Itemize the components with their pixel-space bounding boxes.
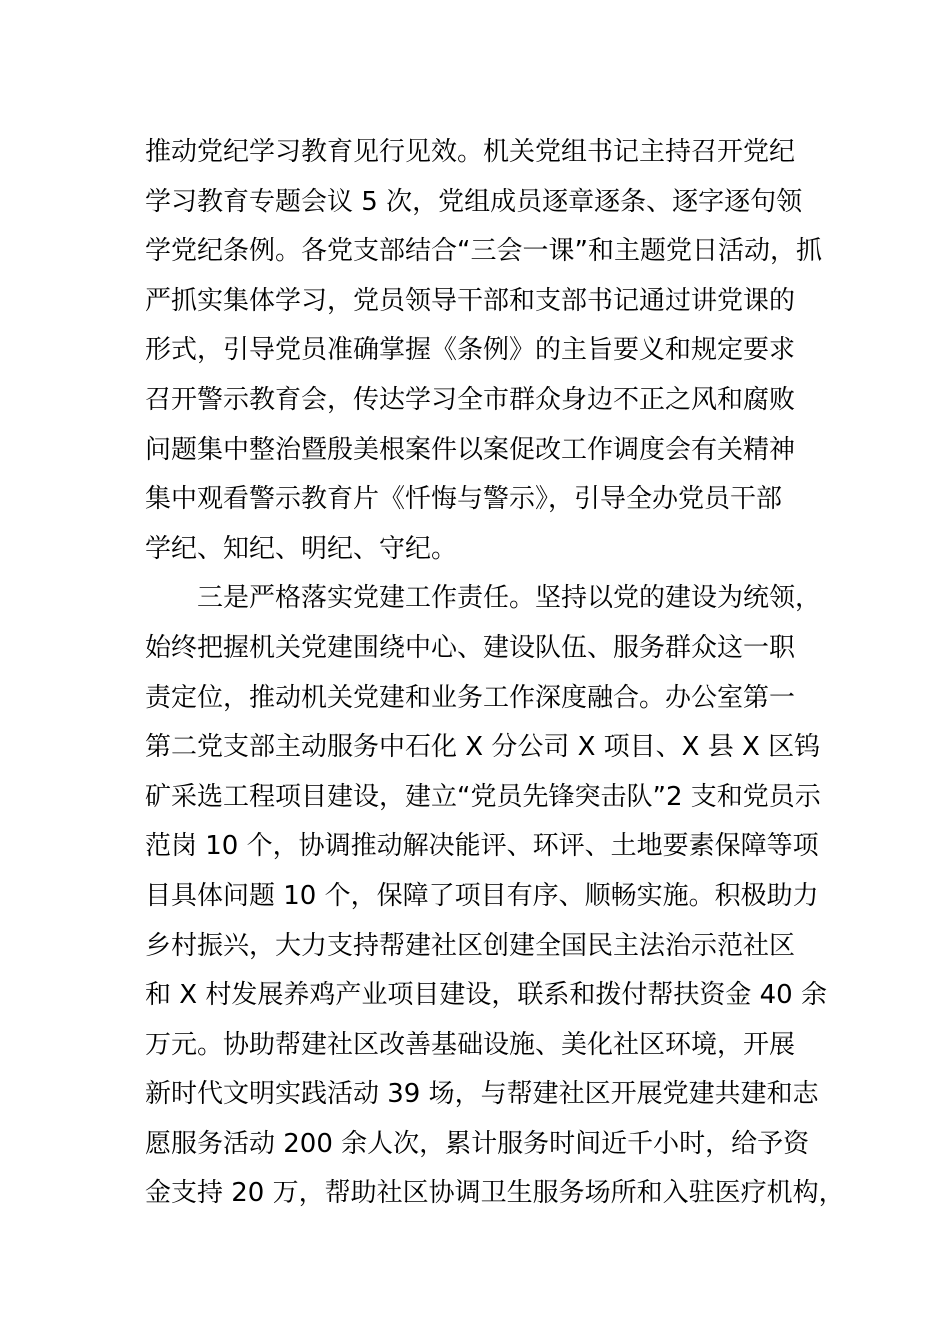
text-line: 范岗 10 个，协调推动解决能评、环评、土地要素保障等项: [145, 831, 819, 862]
text-line: 学党纪条例。各党支部结合“三会一课”和主题党日活动，抓: [145, 236, 822, 267]
text-line: 学习教育专题会议 5 次，党组成员逐章逐条、逐字逐句领: [145, 186, 803, 217]
text-line: 严抓实集体学习，党员领导干部和支部书记通过讲党课的: [145, 285, 796, 316]
text-line: 问题集中整治暨殷美根案件以案促改工作调度会有关精神: [145, 434, 796, 465]
text-line: 和 X 村发展养鸡产业项目建设，联系和拨付帮扶资金 40 余: [145, 980, 827, 1011]
text-line: 始终把握机关党建围绕中心、建设队伍、服务群众这一职: [145, 632, 796, 663]
text-line: 金支持 20 万，帮助社区协调卫生服务场所和入驻医疗机构，: [145, 1178, 845, 1209]
text-line: 责定位，推动机关党建和业务工作深度融合。办公室第一: [145, 682, 796, 713]
text-line: 推动党纪学习教育见行见效。机关党组书记主持召开党纪: [145, 137, 796, 167]
text-line: 乡村振兴，大力支持帮建社区创建全国民主法治示范社区: [145, 930, 796, 961]
paragraph-start-line: 三是严格落实党建工作责任。坚持以党的建设为统领，: [197, 583, 822, 614]
text-line: 学纪、知纪、明纪、守纪。: [145, 533, 458, 564]
text-line: 形式，引导党员准确掌握《条例》的主旨要义和规定要求: [145, 335, 796, 366]
text-line: 新时代文明实践活动 39 场，与帮建社区开展党建共建和志: [145, 1079, 819, 1110]
text-line: 召开警示教育会，传达学习全市群众身边不正之风和腐败: [145, 384, 796, 415]
text-line: 愿服务活动 200 余人次，累计服务时间近千小时，给予资: [145, 1128, 810, 1159]
text-line: 万元。协助帮建社区改善基础设施、美化社区环境，开展: [145, 1029, 796, 1060]
text-line: 集中观看警示教育片《忏悔与警示》，引导全办党员干部: [145, 484, 783, 515]
text-line: 目具体问题 10 个，保障了项目有序、顺畅实施。积极助力: [145, 880, 819, 911]
text-line: 矿采选工程项目建设，建立“党员先锋突击队”2 支和党员示: [145, 781, 821, 812]
text-line: 第二党支部主动服务中石化 X 分公司 X 项目、X 县 X 区钨: [145, 732, 821, 763]
body-text: [145, 128, 845, 1219]
